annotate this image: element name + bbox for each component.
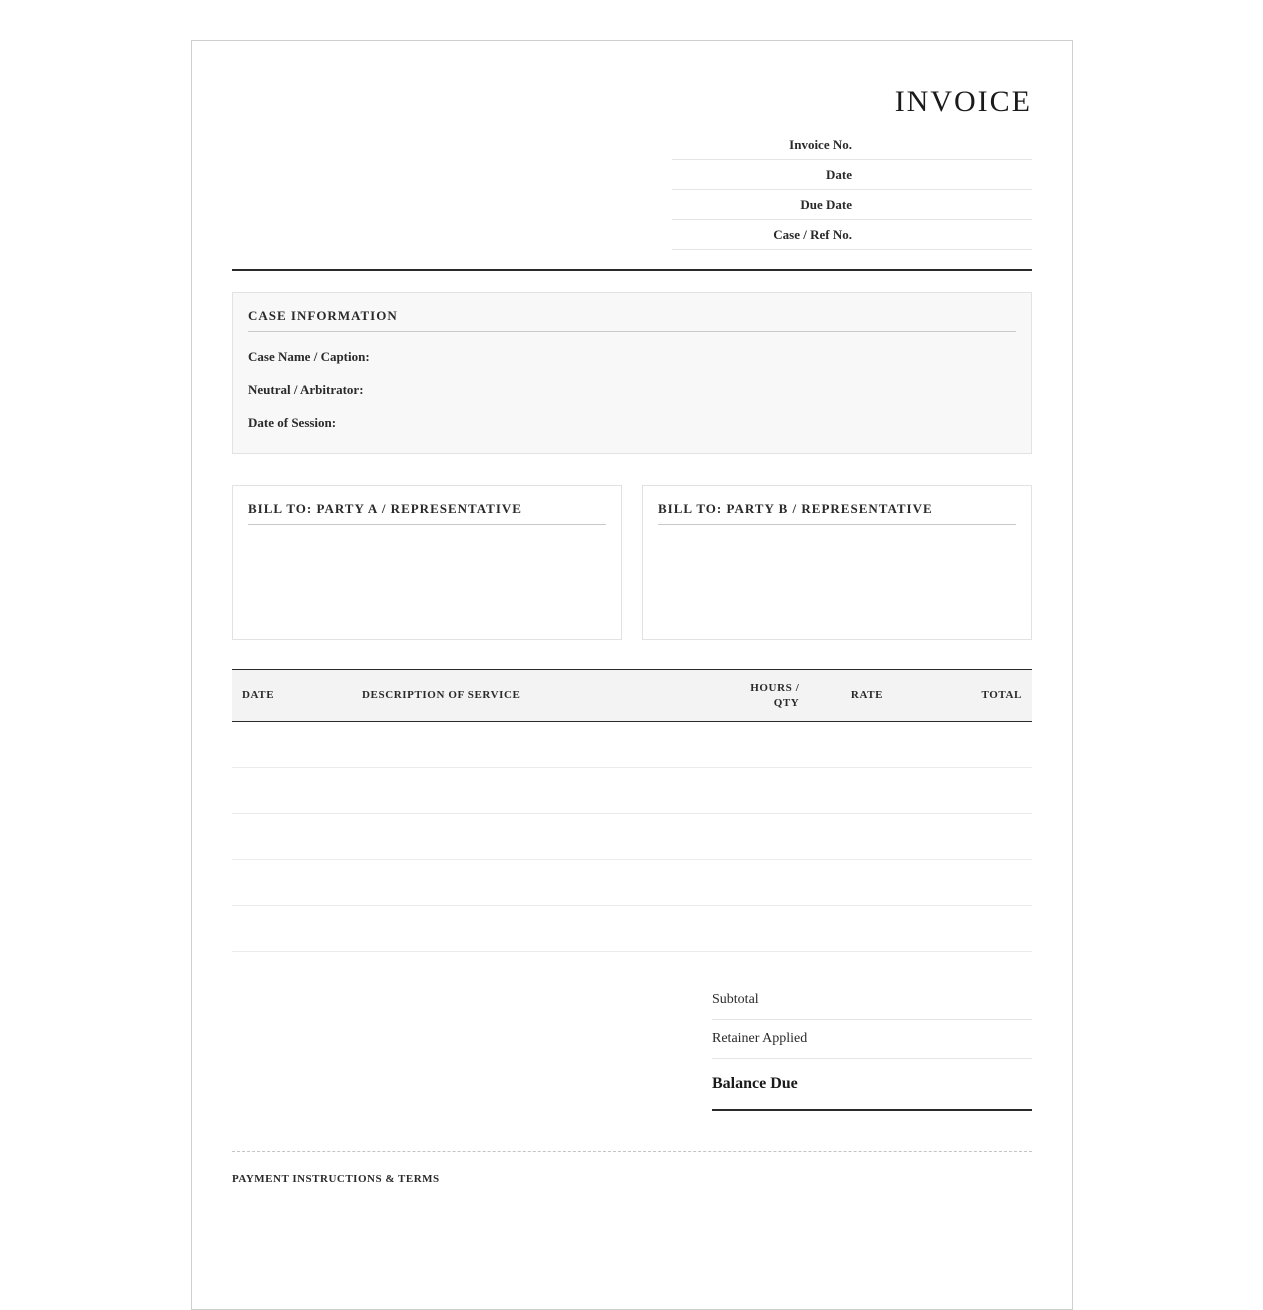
row-total-cell[interactable] bbox=[922, 722, 1032, 768]
bill-to-party-a bbox=[232, 485, 622, 640]
meta-row-invoice-no bbox=[672, 130, 1032, 160]
session-date-label: Date of Session: bbox=[248, 415, 337, 430]
case-information-heading: CASE INFORMATION bbox=[248, 308, 1016, 332]
meta-label: Invoice No. bbox=[789, 137, 852, 152]
row-total-cell[interactable] bbox=[922, 814, 1032, 860]
meta-label: Date bbox=[826, 167, 852, 182]
column-header-hours-line1: HOURS / bbox=[750, 681, 800, 694]
column-header-date: DATE bbox=[232, 670, 352, 722]
column-header-hours bbox=[675, 681, 799, 711]
row-rate-cell[interactable] bbox=[812, 768, 922, 814]
row-description-cell[interactable] bbox=[352, 722, 812, 768]
header-divider bbox=[232, 269, 1032, 271]
column-header-rate: RATE bbox=[812, 670, 922, 722]
table-row bbox=[232, 814, 1032, 860]
table-row bbox=[232, 860, 1032, 906]
table-row bbox=[232, 722, 1032, 768]
row-total-cell[interactable] bbox=[922, 906, 1032, 952]
meta-row-case-ref bbox=[672, 220, 1032, 250]
invoice-page bbox=[191, 40, 1073, 1310]
column-header-total: TOTAL bbox=[922, 670, 1032, 722]
row-date-cell[interactable] bbox=[232, 860, 352, 906]
row-description-cell[interactable] bbox=[352, 906, 812, 952]
invoice-meta bbox=[672, 130, 1032, 250]
bill-to-party-b bbox=[642, 485, 1032, 640]
row-date-cell[interactable] bbox=[232, 906, 352, 952]
meta-label: Case / Ref No. bbox=[773, 227, 852, 242]
row-description-cell[interactable] bbox=[352, 814, 812, 860]
row-total-cell[interactable] bbox=[922, 860, 1032, 906]
invoice-title: INVOICE bbox=[894, 85, 1032, 118]
balance-due-label: Balance Due bbox=[712, 1075, 798, 1092]
line-items-table bbox=[232, 669, 1032, 952]
bill-to-party-b-heading: BILL TO: PARTY B / REPRESENTATIVE bbox=[658, 501, 1016, 525]
row-total-cell[interactable] bbox=[922, 768, 1032, 814]
case-name-label: Case Name / Caption: bbox=[248, 349, 370, 364]
row-rate-cell[interactable] bbox=[812, 906, 922, 952]
row-date-cell[interactable] bbox=[232, 814, 352, 860]
row-description-cell[interactable] bbox=[352, 860, 812, 906]
subtotal-row bbox=[712, 981, 1032, 1020]
bill-to-party-a-heading: BILL TO: PARTY A / REPRESENTATIVE bbox=[248, 501, 606, 525]
totals-section bbox=[712, 981, 1032, 1111]
row-rate-cell[interactable] bbox=[812, 860, 922, 906]
row-date-cell[interactable] bbox=[232, 768, 352, 814]
row-rate-cell[interactable] bbox=[812, 814, 922, 860]
retainer-label: Retainer Applied bbox=[712, 1031, 808, 1046]
meta-label: Due Date bbox=[800, 197, 852, 212]
meta-row-date bbox=[672, 160, 1032, 190]
neutral-label: Neutral / Arbitrator: bbox=[248, 382, 364, 397]
balance-due-row bbox=[712, 1059, 1032, 1111]
column-header-description-label: DESCRIPTION OF SERVICE bbox=[362, 689, 521, 702]
meta-row-due-date bbox=[672, 190, 1032, 220]
row-description-cell[interactable] bbox=[352, 768, 812, 814]
retainer-row bbox=[712, 1020, 1032, 1059]
column-header-description bbox=[352, 670, 812, 722]
case-information-section bbox=[232, 292, 1032, 454]
row-date-cell[interactable] bbox=[232, 722, 352, 768]
payment-terms-heading: PAYMENT INSTRUCTIONS & TERMS bbox=[232, 1173, 440, 1185]
payment-divider bbox=[232, 1151, 1032, 1152]
neutral-line bbox=[248, 382, 1016, 398]
subtotal-label: Subtotal bbox=[712, 992, 759, 1007]
column-header-hours-line2: QTY bbox=[773, 696, 800, 709]
table-header-row bbox=[232, 670, 1032, 722]
table-row bbox=[232, 906, 1032, 952]
row-rate-cell[interactable] bbox=[812, 722, 922, 768]
table-row bbox=[232, 768, 1032, 814]
case-name-line bbox=[248, 349, 1016, 365]
session-date-line bbox=[248, 415, 1016, 431]
